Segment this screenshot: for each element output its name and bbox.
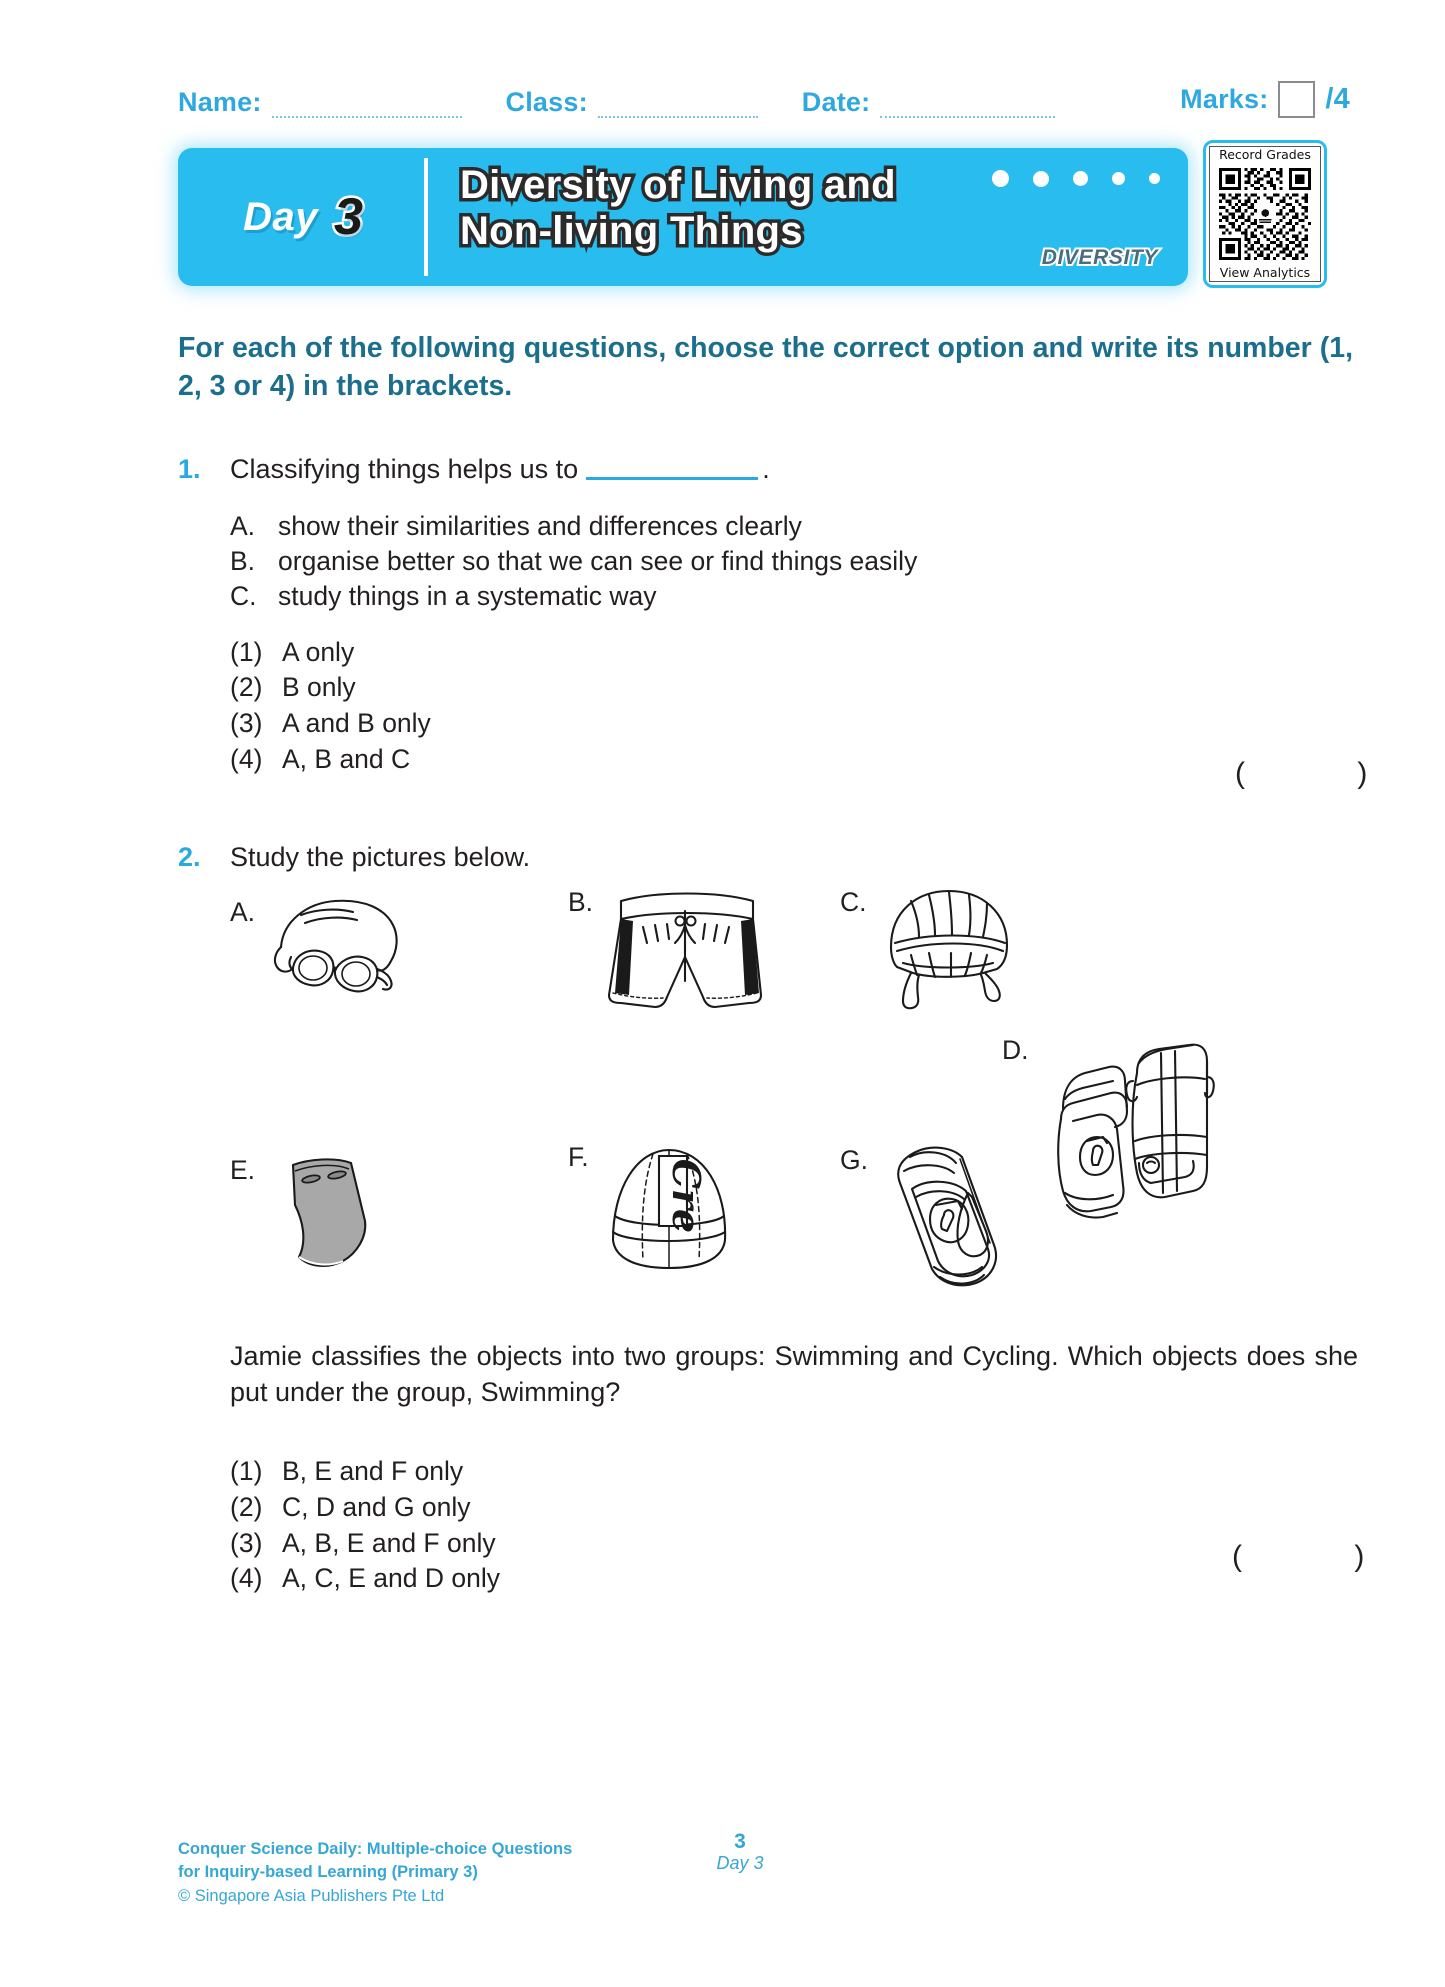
statement-text: show their similarities and differences clearly bbox=[278, 510, 802, 541]
option-key: (4) bbox=[230, 744, 263, 774]
topic-banner bbox=[178, 148, 1188, 286]
option-key: (1) bbox=[230, 1456, 263, 1486]
option-item[interactable] bbox=[230, 1563, 1358, 1595]
statement-item bbox=[230, 510, 1358, 542]
statement-text: study things in a systematic way bbox=[278, 581, 657, 612]
option-text: B only bbox=[282, 672, 356, 703]
option-item[interactable] bbox=[230, 1456, 1358, 1488]
day-word-label: Day bbox=[243, 194, 318, 239]
question-2-options-block bbox=[178, 1432, 1358, 1599]
picture-item-e bbox=[230, 1153, 386, 1278]
question-1-stem bbox=[230, 452, 770, 488]
decorative-dots bbox=[992, 170, 1160, 187]
option-key: (3) bbox=[230, 1527, 263, 1558]
option-key: (2) bbox=[230, 1491, 263, 1522]
picture-key-d: D. bbox=[1002, 1035, 1029, 1065]
option-key: (2) bbox=[230, 672, 263, 703]
marks-input-box[interactable] bbox=[1278, 81, 1315, 118]
instruction-text: For each of the following questions, choose the correct option and write its number (1, 2, 3 or 4) in the brackets. bbox=[178, 332, 1353, 402]
banner-title-line-1: Diversity of Living and bbox=[460, 163, 896, 207]
picture-item-c bbox=[840, 885, 1023, 1015]
page-day-label: Day 3 bbox=[716, 1853, 764, 1874]
name-field-group bbox=[178, 87, 462, 118]
swimming-goggles-icon bbox=[261, 895, 421, 1000]
topic-tag-label: DIVERSITY bbox=[1041, 246, 1158, 269]
picture-key-b: B. bbox=[568, 887, 594, 917]
day-number-label: 3 bbox=[333, 188, 363, 246]
question-1-stem-text: Classifying things helps us to bbox=[230, 454, 579, 484]
option-text: A, B and C bbox=[282, 744, 411, 774]
cycling-helmet-icon bbox=[873, 885, 1023, 1015]
statement-key: C. bbox=[230, 581, 257, 612]
class-label: Class: bbox=[505, 87, 588, 117]
option-key: (1) bbox=[230, 636, 263, 667]
picture-item-f bbox=[568, 1140, 745, 1280]
page-number: 3 bbox=[734, 1830, 746, 1853]
class-field-group bbox=[506, 87, 758, 118]
qr-card-inner bbox=[1209, 146, 1321, 282]
option-text: B, E and F only bbox=[282, 1456, 464, 1486]
dot-icon bbox=[1033, 171, 1049, 187]
name-label: Name: bbox=[178, 87, 262, 117]
footer-line-2: for Inquiry-based Learning (Primary 3) bbox=[178, 1863, 478, 1882]
option-text: A and B only bbox=[282, 708, 431, 739]
picture-item-d bbox=[1002, 1033, 1215, 1233]
knee-pad-icon bbox=[874, 1143, 1014, 1293]
picture-key-g: G. bbox=[840, 1145, 868, 1175]
option-item[interactable] bbox=[230, 708, 1358, 740]
picture-key-e: E. bbox=[230, 1155, 256, 1185]
qr-code-icon bbox=[1219, 168, 1311, 260]
statement-item bbox=[230, 580, 1358, 612]
dot-icon bbox=[992, 170, 1009, 187]
student-info-bar bbox=[178, 78, 1350, 118]
picture-item-a bbox=[230, 895, 421, 1000]
picture-key-f: F. bbox=[568, 1142, 589, 1172]
picture-key-c: C. bbox=[840, 887, 867, 917]
footer-line-1: Conquer Science Daily: Multiple-choice Questions bbox=[178, 1840, 573, 1858]
marks-group bbox=[1180, 81, 1350, 118]
swimming-cap-icon bbox=[595, 1140, 745, 1280]
question-2-options bbox=[230, 1456, 1358, 1595]
question-1-header bbox=[178, 452, 1358, 488]
option-text: A only bbox=[282, 636, 355, 667]
date-label: Date: bbox=[801, 87, 871, 117]
question-2-number: 2. bbox=[178, 842, 201, 872]
dot-icon bbox=[1112, 172, 1125, 185]
dot-icon bbox=[1073, 171, 1088, 186]
question-2-picture-grid bbox=[230, 885, 1360, 1335]
option-item[interactable] bbox=[230, 744, 1358, 776]
marks-label: Marks: bbox=[1180, 84, 1269, 114]
name-input-line[interactable] bbox=[272, 96, 462, 118]
qr-card[interactable] bbox=[1203, 140, 1327, 288]
question-1-number: 1. bbox=[178, 454, 201, 484]
question-2-header bbox=[178, 840, 1358, 876]
question-1-stem-end: . bbox=[762, 454, 770, 484]
question-2-answer-bracket[interactable]: ( ) bbox=[1232, 1540, 1417, 1573]
option-item[interactable] bbox=[230, 1528, 1358, 1560]
option-item[interactable] bbox=[230, 1492, 1358, 1524]
picture-item-g bbox=[840, 1143, 1014, 1293]
marks-total-label: /4 bbox=[1325, 83, 1350, 115]
footer-page-info bbox=[700, 1830, 780, 1874]
day-badge bbox=[178, 148, 428, 286]
question-1-answer-bracket[interactable]: ( ) bbox=[1235, 757, 1420, 790]
question-2 bbox=[178, 840, 1358, 876]
footer-credits bbox=[178, 1838, 572, 1908]
option-item[interactable] bbox=[230, 637, 1358, 669]
picture-key-a: A. bbox=[230, 897, 256, 927]
date-input-line[interactable] bbox=[880, 96, 1055, 118]
qr-top-caption: Record Grades bbox=[1219, 147, 1311, 162]
picture-item-b bbox=[568, 885, 774, 1020]
answer-blank-line[interactable] bbox=[586, 477, 758, 480]
question-2-prompt: Jamie classifies the objects into two groups: Swimming and Cycling. Which objects does she put under the group, Swimming? bbox=[230, 1341, 1358, 1408]
banner-title bbox=[460, 162, 1020, 255]
option-item[interactable] bbox=[230, 672, 1358, 704]
svg-text:Cre: Cre bbox=[663, 1158, 709, 1234]
dot-icon bbox=[1149, 173, 1160, 184]
swimming-trunks-icon bbox=[599, 885, 774, 1020]
question-2-stem: Study the pictures below. bbox=[230, 842, 531, 872]
statement-key: A. bbox=[230, 510, 256, 541]
banner-title-line-2: Non-living Things bbox=[460, 209, 803, 254]
option-key: (4) bbox=[230, 1563, 263, 1594]
swimming-kickboard-icon bbox=[261, 1153, 386, 1278]
banner-title-area bbox=[428, 148, 1188, 286]
option-text: A, B, E and F only bbox=[282, 1527, 496, 1558]
qr-bottom-caption: View Analytics bbox=[1219, 264, 1311, 280]
date-field-group bbox=[802, 87, 1056, 118]
option-key: (3) bbox=[230, 708, 263, 739]
question-1-statements bbox=[230, 510, 1358, 613]
option-text: C, D and G only bbox=[282, 1491, 471, 1522]
footer-copyright: © Singapore Asia Publishers Pte Ltd bbox=[178, 1886, 445, 1905]
elbow-and-knee-pads-icon bbox=[1035, 1033, 1215, 1233]
question-1-options bbox=[230, 637, 1358, 776]
class-input-line[interactable] bbox=[598, 96, 758, 118]
statement-key: B. bbox=[230, 545, 256, 576]
option-text: A, C, E and D only bbox=[282, 1563, 500, 1594]
statement-item bbox=[230, 545, 1358, 577]
question-1 bbox=[178, 452, 1358, 780]
statement-text: organise better so that we can see or find things easily bbox=[278, 545, 918, 576]
